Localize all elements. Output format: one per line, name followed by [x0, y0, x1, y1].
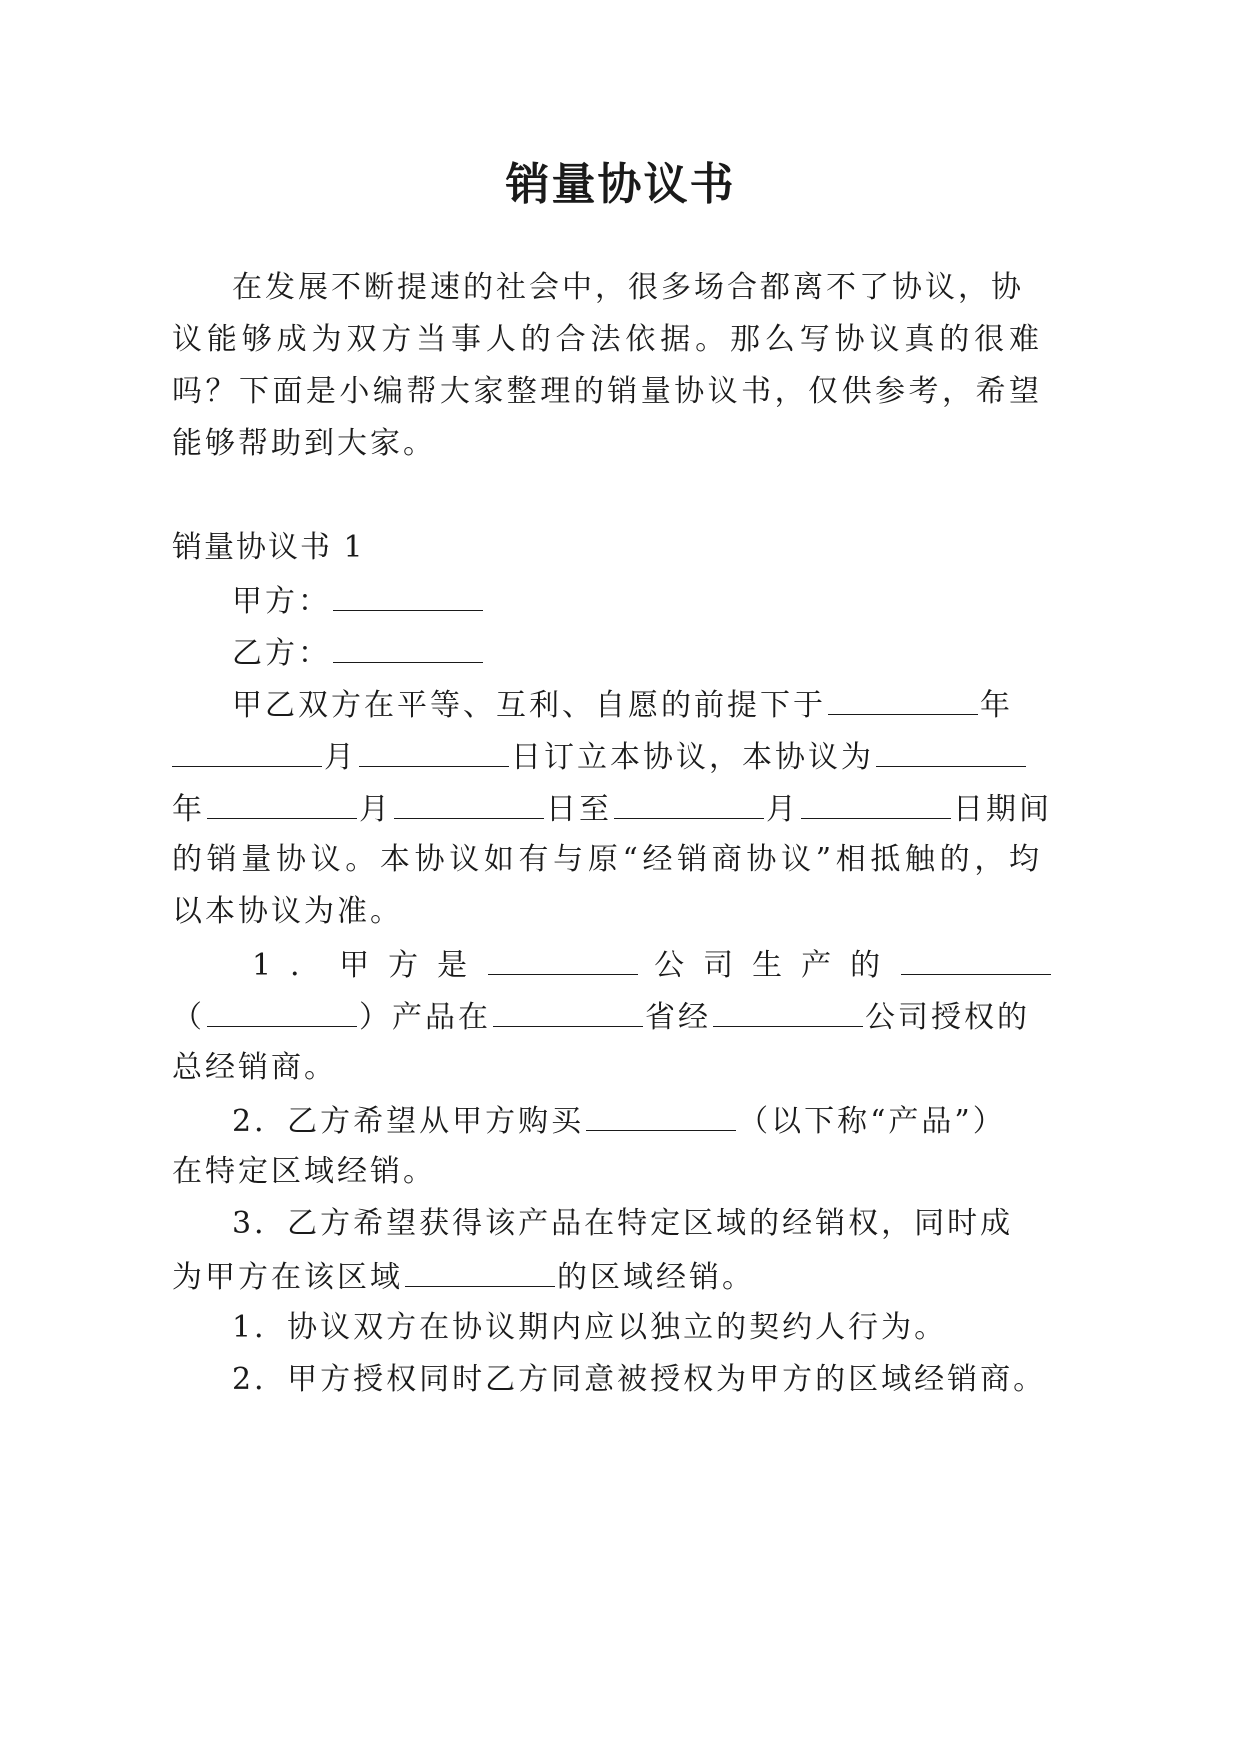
para1-text-2: 日订立本协议，本协议为 [511, 740, 874, 775]
para1-year-2: 年 [172, 792, 205, 827]
blank [359, 736, 509, 767]
item3-line-1: 3．乙方希望获得该产品在特定区域的经销权，同时成 [232, 1206, 1014, 1241]
party-a-blank [333, 580, 483, 611]
section-heading: 销量协议书 1 [172, 530, 365, 565]
blank [713, 996, 863, 1027]
blank [801, 788, 951, 819]
item3-line-2 [172, 1256, 755, 1298]
party-b-blank [333, 632, 483, 663]
item1-text-c: ）产品在 [359, 1000, 491, 1035]
blank [493, 996, 643, 1027]
intro-line-1: 在发展不断提速的社会中，很多场合都离不了协议，协 [232, 270, 1024, 305]
item1-line-2 [172, 996, 1030, 1038]
item1-text-d: 省经 [645, 1000, 711, 1035]
item1-text-b: 公司生产的 [654, 948, 900, 983]
clause-2: 2．甲方授权同时乙方同意被授权为甲方的区域经销商。 [232, 1362, 1047, 1397]
item2-line-2: 在特定区域经销。 [172, 1154, 436, 1189]
blank [586, 1100, 736, 1131]
para1-day-to: 日至 [546, 792, 612, 827]
item1-paren-open: （ [172, 1000, 205, 1035]
item2-text-a: 2．乙方希望从甲方购买 [232, 1104, 585, 1139]
para1-line-2 [172, 736, 1028, 778]
blank [901, 944, 1051, 975]
para1-text-1: 甲乙双方在平等、互利、自愿的前提下于 [232, 688, 826, 723]
party-a-label: 甲方： [232, 584, 331, 619]
para1-year: 年 [980, 688, 1013, 723]
blank [207, 788, 357, 819]
para1-line-1 [232, 684, 1013, 726]
item1-text-e: 公司授权的 [865, 1000, 1030, 1035]
item1-text-a: 1．甲方是 [252, 948, 487, 983]
party-a-line [232, 580, 485, 622]
item3-text-b: 的区域经销。 [557, 1260, 755, 1295]
party-b-label: 乙方： [232, 636, 331, 671]
page-title: 销量协议书 [505, 159, 736, 210]
clause-1: 1．协议双方在协议期内应以独立的契约人行为。 [232, 1310, 948, 1345]
item1-line-1 [252, 944, 1053, 986]
para1-month-2: 月 [359, 792, 392, 827]
blank [876, 736, 1026, 767]
para1-period: 日期间 [953, 792, 1052, 827]
blank [207, 996, 357, 1027]
intro-line-3: 吗？下面是小编帮大家整理的销量协议书，仅供参考，希望 [172, 374, 1042, 409]
item1-line-3: 总经销商。 [172, 1050, 337, 1085]
para1-line-3 [172, 788, 1052, 830]
blank [172, 736, 322, 767]
blank [394, 788, 544, 819]
blank [614, 788, 764, 819]
party-b-line [232, 632, 485, 674]
para1-month: 月 [324, 740, 357, 775]
intro-line-4: 能够帮助到大家。 [172, 426, 436, 461]
item2-line-1 [232, 1100, 1006, 1142]
para1-month-3: 月 [766, 792, 799, 827]
para1-line-4: 的销量协议。本协议如有与原“经销商协议”相抵触的，均 [172, 842, 1042, 877]
item3-text-a: 为甲方在该区域 [172, 1260, 403, 1295]
blank [488, 944, 638, 975]
intro-line-2: 议能够成为双方当事人的合法依据。那么写协议真的很难 [172, 322, 1042, 357]
blank [828, 684, 978, 715]
para1-line-5: 以本协议为准。 [172, 894, 403, 929]
item2-text-b: （以下称“产品”） [738, 1104, 1006, 1139]
blank [405, 1256, 555, 1287]
